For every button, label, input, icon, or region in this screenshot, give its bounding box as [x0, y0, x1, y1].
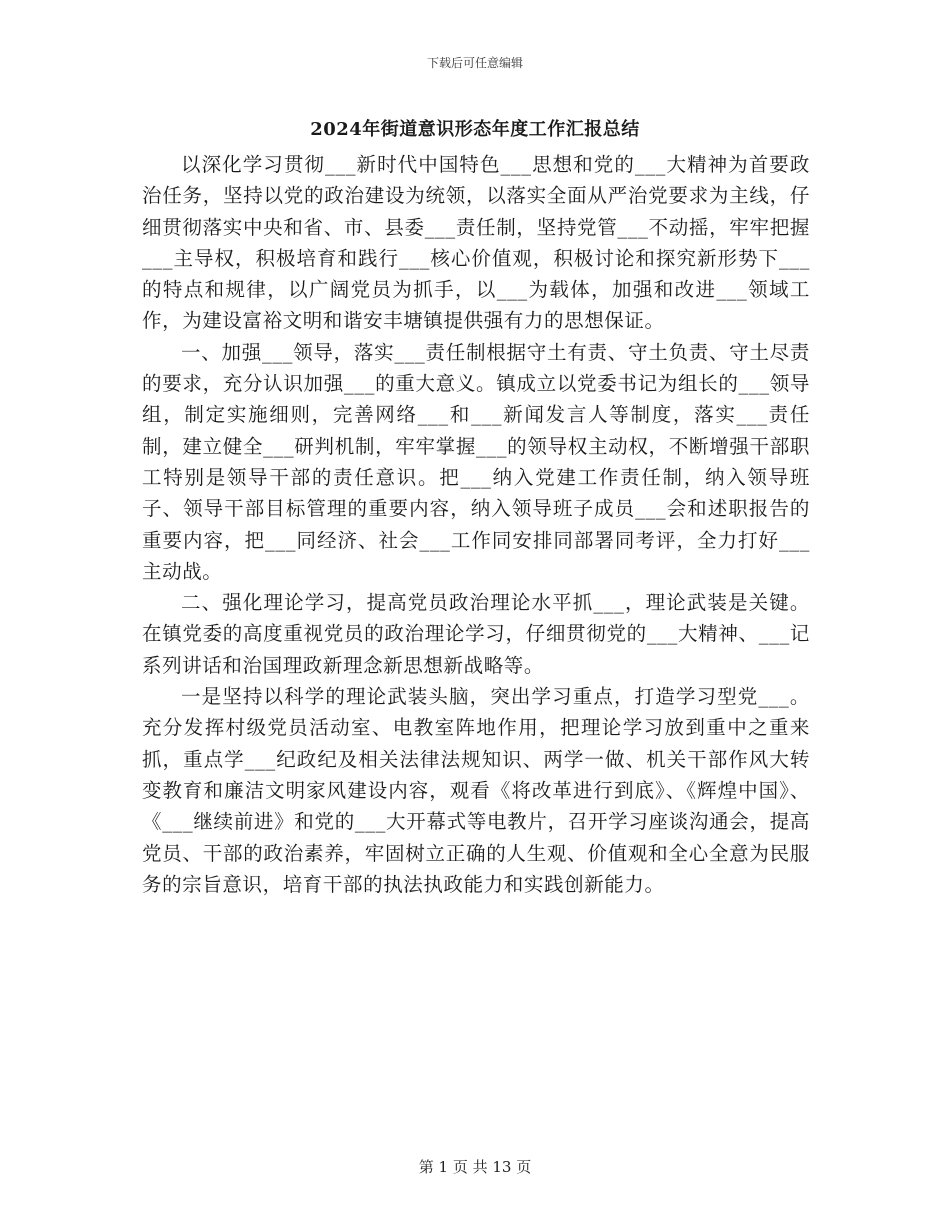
page-number: 第 1 页 共 13 页 — [418, 1158, 532, 1176]
document-body — [142, 149, 810, 900]
paragraph-intro: 以深化学习贯彻___新时代中国特色___思想和党的___大精神为首要政治任务，坚持以党的政治建设为统领，以落实全面从严治党要求为主线，仔细贯彻落实中央和省、市、县委___责任制，坚持党管___不动摇，牢牢把握___主导权，积极培育和践行___核心价值观，积极讨论和探究新形势下___的特点和规律，以广阔党员为抓手，以___为载体，加强和改进___领域工作，为建设富裕文明和谐安丰塘镇提供强有力的思想保证。 — [142, 153, 810, 333]
paragraph-section-1: 一、加强___领导，落实___责任制根据守土有责、守土负责、守土尽责的要求，充分认识加强___的重大意义。镇成立以党委书记为组长的___领导组，制定实施细则，完善网络___和___新闻发言人等制度，落实___责任制，建立健全___研判机制，牢牢掌握___的领导权主动权，不断增强干部职工特别是领导干部的责任意识。把___纳入党建工作责任制，纳入领导班子、领导干部目标管理的重要内容，纳入领导班子成员___会和述职报告的重要内容，把___同经济、社会___工作同安排同部署同考评，全力打好___主动战。 — [142, 340, 810, 583]
paragraph-point-1: 一是坚持以科学的理论武装头脑，突出学习重点，打造学习型党___。充分发挥村级党员活动室、电教室阵地作用，把理论学习放到重中之重来抓，重点学___纪政纪及相关法律法规知识、两学一做、机关干部作风大转变教育和廉洁文明家风建设内容，观看《将改革进行到底》、《辉煌中国》、《___继续前进》和党的___大开幕式等电教片，召开学习座谈沟通会，提高党员、干部的政治素养，牢固树立正确的人生观、价值观和全心全意为民服务的宗旨意识，培育干部的执法执政能力和实践创新能力。 — [142, 685, 810, 896]
paragraph-section-2: 二、强化理论学习，提高党员政治理论水平抓___，理论武装是关键。在镇党委的高度重视党员的政治理论学习，仔细贯彻党的___大精神、___记系列讲话和治国理政新理念新思想新战略等。 — [142, 591, 810, 677]
page-header-note: 下载后可任意编辑 — [426, 56, 523, 70]
document-title: 2024年街道意识形态年度工作汇报总结 — [310, 119, 640, 140]
